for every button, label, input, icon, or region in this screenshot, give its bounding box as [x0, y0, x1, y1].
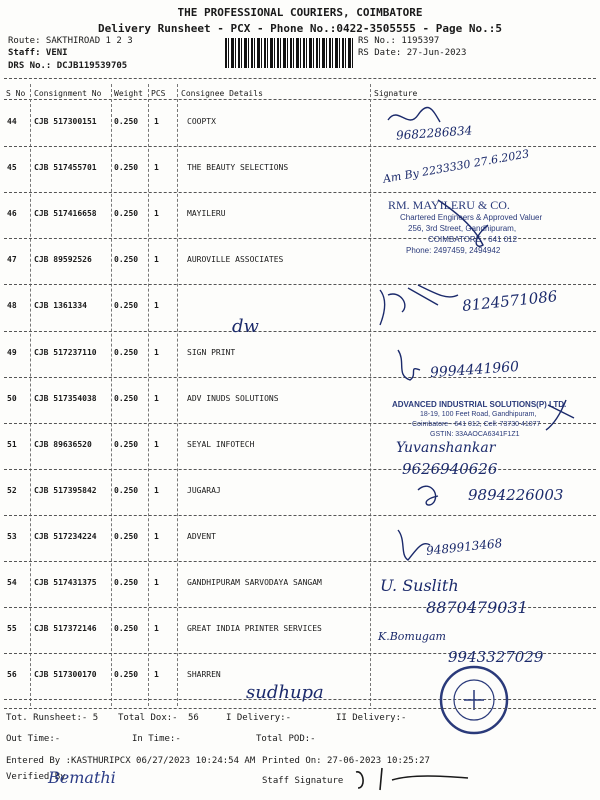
signature-stroke: [388, 107, 440, 122]
row-pcs: 1: [154, 255, 159, 265]
row-pcs: 1: [154, 439, 159, 449]
row-consignment-no: CJB 517395842: [34, 485, 97, 495]
row-weight: 0.250: [114, 485, 139, 495]
column-divider: [370, 84, 371, 706]
entered-by: Entered By :KASTHURIPCX 06/27/2023 10:24:54 AM: [6, 756, 256, 766]
signature-stroke: [438, 200, 488, 246]
signature-marks: [378, 100, 578, 700]
handwritten-phone: 9943327029: [448, 648, 544, 666]
row-consignment-no: CJB 517300151: [34, 117, 97, 126]
row-sno: 56: [7, 670, 17, 680]
row-pcs: 1: [154, 578, 159, 587]
row-consignee: SHARREN: [187, 670, 221, 680]
row-weight: 0.250: [114, 670, 139, 680]
stamp-line: Chartered Engineers & Approved Valuer: [400, 213, 543, 222]
stamp-line: Coimbatore - 641 012, Cell: 73730 41077: [412, 421, 541, 428]
stamp-line: 18-19, 100 Feet Road, Gandhipuram,: [420, 411, 537, 418]
row-weight: 0.250: [114, 117, 139, 126]
stamp-line: ADVANCED INDUSTRIAL SOLUTIONS(P) LTD.: [392, 400, 567, 409]
row-consignee: ADV INUDS SOLUTIONS: [187, 393, 279, 403]
handwritten-name: K.Bomugam: [378, 630, 446, 643]
row-consignee: SIGN PRINT: [187, 347, 236, 357]
rs-number: RS No.: 1195397: [358, 36, 440, 46]
row-sno: 54: [7, 578, 17, 587]
row-sno: 49: [7, 347, 17, 357]
staff-label: Staff: VENI: [8, 48, 68, 58]
row-weight: 0.250: [114, 439, 139, 449]
signature-stroke: [418, 486, 438, 505]
handwritten-signature: dw: [232, 316, 259, 337]
row-weight: 0.250: [114, 209, 139, 219]
signature-stroke: [546, 400, 574, 430]
handwritten-phone: 8124571086: [461, 287, 559, 315]
row-weight: 0.250: [114, 301, 139, 311]
handwritten-name: Yuvanshankar: [396, 440, 496, 456]
i-delivery-label: I Delivery:-: [226, 713, 292, 723]
circular-stamp: [438, 664, 510, 736]
handwritten-phone: 9626940626: [402, 460, 498, 478]
col-header-consignment: Consignment No: [34, 89, 102, 98]
row-weight: 0.250: [114, 393, 139, 403]
row-sno: 48: [7, 301, 17, 311]
route-label: Route: SAKTHIROAD 1 2 3: [8, 36, 133, 46]
row-pcs: 1: [154, 485, 159, 495]
total-pod-label: Total POD:-: [256, 734, 316, 744]
printed-on: Printed On: 27-06-2023 10:25:27: [262, 756, 430, 766]
total-runsheet: Tot. Runsheet:- 5: [6, 713, 99, 723]
stamp-line: RM. MAYILERU & CO.: [388, 198, 510, 212]
row-weight: 0.250: [114, 624, 139, 634]
handwritten-signature: sudhupa: [246, 682, 324, 703]
column-divider: [30, 84, 31, 706]
row-weight: 0.250: [114, 578, 139, 587]
row-sno: 53: [7, 531, 17, 541]
row-consignment-no: CJB 517300170: [34, 670, 97, 680]
row-consignment-no: CJB 89592526: [34, 255, 92, 265]
runsheet-subtitle: Delivery Runsheet - PCX - Phone No.:0422-3505555 - Page No.:5: [98, 22, 502, 35]
handwritten-phone: 9489913468: [425, 536, 503, 558]
row-pcs: 1: [154, 531, 159, 541]
row-consignee: JUGARAJ: [187, 485, 221, 495]
row-pcs: 1: [154, 670, 159, 680]
divider: [4, 78, 596, 79]
row-consignee: GANDHIPURAM SARVODAYA SANGAM: [187, 578, 322, 587]
row-consignee: AUROVILLE ASSOCIATES: [187, 255, 284, 265]
handwritten-phone: 9994441960: [429, 358, 520, 382]
row-consignee: MAYILERU: [187, 209, 226, 219]
column-divider: [111, 84, 112, 706]
col-header-weight: Weight: [114, 89, 143, 98]
barcode: [225, 38, 353, 68]
col-header-pcs: PCS: [151, 89, 166, 98]
row-sno: 52: [7, 485, 17, 495]
row-consignment-no: CJB 517416658: [34, 209, 97, 219]
divider: [4, 708, 596, 709]
staff-signature-mark: [352, 766, 472, 792]
row-consignment-no: CJB 517237110: [34, 347, 97, 357]
total-dox-value: 56: [188, 713, 199, 723]
row-sno: 45: [7, 163, 17, 173]
col-header-sno: S No: [6, 89, 26, 98]
stamp-line: 256, 3rd Street, Gandhipuram,: [408, 224, 517, 233]
signature-stroke: [388, 285, 458, 312]
row-consignment-no: CJB 517455701: [34, 163, 97, 173]
handwritten-phone: 9894226003: [468, 486, 564, 504]
verifier-signature: Bemathi: [48, 768, 116, 787]
rs-date: RS Date: 27-Jun-2023: [358, 48, 467, 58]
col-header-consignee: Consignee Details: [181, 89, 263, 98]
row-sno: 44: [7, 117, 17, 126]
row-consignee: SEYAL INFOTECH: [187, 439, 255, 449]
row-weight: 0.250: [114, 163, 139, 173]
row-consignment-no: CJB 517234224: [34, 531, 97, 541]
row-sno: 51: [7, 439, 17, 449]
row-consignee: THE BEAUTY SELECTIONS: [187, 163, 289, 173]
row-consignee: COOPTX: [187, 117, 216, 126]
staff-signature-label: Staff Signature: [262, 776, 344, 786]
row-sno: 47: [7, 255, 17, 265]
column-divider: [177, 84, 178, 706]
verified-by-label: Verified By: [6, 772, 66, 782]
ii-delivery-label: II Delivery:-: [336, 713, 407, 723]
row-consignee: GREAT INDIA PRINTER SERVICES: [187, 624, 322, 634]
row-consignment-no: CJB 517372146: [34, 624, 97, 634]
row-sno: 55: [7, 624, 17, 634]
stamp-line: GSTIN: 33AAOCA6341F1Z1: [430, 431, 520, 438]
row-consignment-no: CJB 517431375: [34, 578, 97, 587]
row-pcs: 1: [154, 347, 159, 357]
signature-stroke: [398, 530, 430, 560]
row-consignee: ADVENT: [187, 531, 216, 541]
handwritten-name: U. Suslith: [380, 576, 459, 595]
company-title: THE PROFESSIONAL COURIERS, COIMBATORE: [177, 6, 423, 19]
drs-number: DRS No.: DCJB119539705: [8, 61, 128, 71]
signature-stroke: [380, 290, 385, 325]
row-pcs: 1: [154, 117, 159, 126]
in-time-label: In Time:-: [132, 734, 181, 744]
column-divider: [148, 84, 149, 706]
col-header-signature: Signature: [374, 89, 418, 98]
row-weight: 0.250: [114, 255, 139, 265]
row-consignment-no: CJB 1361334: [34, 301, 87, 311]
row-consignment-no: CJB 517354038: [34, 393, 97, 403]
row-consignment-no: CJB 89636520: [34, 439, 92, 449]
row-weight: 0.250: [114, 347, 139, 357]
stamp-line: Phone: 2497459, 2494942: [406, 246, 501, 255]
row-sno: 46: [7, 209, 17, 219]
out-time-label: Out Time:-: [6, 734, 61, 744]
row-pcs: 1: [154, 209, 159, 219]
row-pcs: 1: [154, 163, 159, 173]
row-pcs: 1: [154, 301, 159, 311]
row-pcs: 1: [154, 393, 159, 403]
handwritten-phone: 8870479031: [426, 598, 528, 617]
handwritten-phone: 9682286834: [395, 123, 473, 143]
handwritten-note: Am By 2233330 27.6.2023: [381, 147, 531, 186]
row-weight: 0.250: [114, 531, 139, 541]
signature-stroke: [398, 350, 420, 380]
total-dox-label: Total Dox:-: [118, 713, 178, 723]
row-sno: 50: [7, 393, 17, 403]
stamp-line: COIMBATORE - 641 012: [428, 235, 518, 244]
row-pcs: 1: [154, 624, 159, 634]
